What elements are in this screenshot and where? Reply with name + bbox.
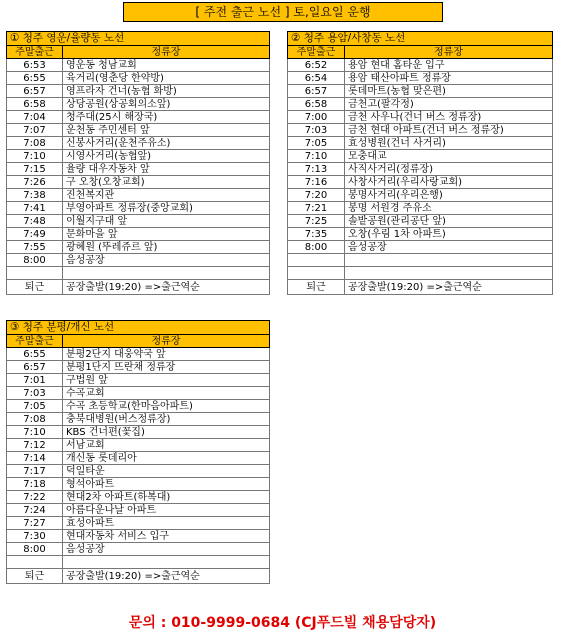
empty-cell — [345, 267, 553, 280]
departure-time: 6:55 — [7, 72, 63, 85]
departure-time: 7:10 — [7, 426, 63, 439]
contact-info: 문의 : 010-9999-0684 (CJ푸드빌 채용담당자) — [128, 615, 437, 631]
table-row — [7, 439, 270, 452]
stop-name: 봉명사거리(우리은행) — [345, 189, 553, 202]
stop-name: 금천 사우나(건너 버스 정류장) — [345, 111, 553, 124]
stop-name: 모충대교 — [345, 150, 553, 163]
table-row — [7, 111, 270, 124]
table-row — [7, 202, 270, 215]
table-row — [7, 254, 270, 267]
stop-name: 운천동 주민센터 앞 — [63, 124, 270, 137]
table-row — [7, 400, 270, 413]
departure-time: 6:58 — [7, 98, 63, 111]
empty-row — [288, 267, 553, 280]
stop-name: 구법원 앞 — [63, 374, 270, 387]
return-label: 퇴근 — [7, 280, 63, 295]
table-row — [7, 374, 270, 387]
departure-time: 7:08 — [7, 137, 63, 150]
departure-time: 7:41 — [7, 202, 63, 215]
table-row — [7, 72, 270, 85]
table-row — [7, 59, 270, 72]
departure-time: 7:00 — [288, 111, 345, 124]
route-name: ② 청주 용암/사창동 노선 — [288, 32, 553, 46]
stop-name: 음성공장 — [63, 543, 270, 556]
table-row — [288, 150, 553, 163]
table-row — [7, 228, 270, 241]
table-row — [7, 348, 270, 361]
table-row — [7, 426, 270, 439]
column-header-stop: 정류장 — [63, 335, 270, 348]
stop-name: 충북대병원(버스정류장) — [63, 413, 270, 426]
stop-name: 아름다운나날 아파트 — [63, 504, 270, 517]
stop-name: 롯데마트(농협 맞은편) — [345, 85, 553, 98]
departure-time: 7:03 — [288, 124, 345, 137]
stop-name: 솔밭공원(관리공단 앞) — [345, 215, 553, 228]
departure-time: 7:55 — [7, 241, 63, 254]
stop-name: 구 오창(오창교회) — [63, 176, 270, 189]
departure-time: 7:27 — [7, 517, 63, 530]
departure-time: 6:57 — [7, 85, 63, 98]
departure-time: 7:07 — [7, 124, 63, 137]
return-label: 퇴근 — [288, 280, 345, 295]
stop-name: 현대2차 아파트(하복대) — [63, 491, 270, 504]
table-row — [288, 124, 553, 137]
departure-time: 8:00 — [7, 543, 63, 556]
stop-name: 청주대(25시 해장국) — [63, 111, 270, 124]
stop-name: 오창(우림 1차 아파트) — [345, 228, 553, 241]
table-row — [7, 361, 270, 374]
departure-time: 7:20 — [288, 189, 345, 202]
stop-name: 육거리(영춘당 한약방) — [63, 72, 270, 85]
table-row — [7, 150, 270, 163]
table-row — [288, 98, 553, 111]
stop-name: 효성아파트 — [63, 517, 270, 530]
departure-time: 6:55 — [7, 348, 63, 361]
departure-time: 7:08 — [7, 413, 63, 426]
departure-time: 7:25 — [288, 215, 345, 228]
departure-time: 7:16 — [288, 176, 345, 189]
return-label: 퇴근 — [7, 569, 63, 584]
stop-name: 시영사거리(농협앞) — [63, 150, 270, 163]
table-row — [288, 202, 553, 215]
departure-time: 7:03 — [7, 387, 63, 400]
stop-name: 음성공장 — [345, 241, 553, 254]
departure-time: 7:21 — [288, 202, 345, 215]
stop-name: 금천 현대 아파트(건너 버스 정류장) — [345, 124, 553, 137]
stop-name: 덕일타운 — [63, 465, 270, 478]
stop-name: KBS 건너편(꽃집) — [63, 426, 270, 439]
column-header-stop: 정류장 — [63, 46, 270, 59]
table-row — [7, 452, 270, 465]
return-info: 공장출발(19:20) =>출근역순 — [63, 280, 270, 295]
empty-cell — [63, 267, 270, 280]
table-row — [7, 491, 270, 504]
stop-name: 분평1단지 뜨란채 정류장 — [63, 361, 270, 374]
departure-time: 7:14 — [7, 452, 63, 465]
table-row — [7, 543, 270, 556]
stop-name: 형석아파트 — [63, 478, 270, 491]
departure-time: 7:49 — [7, 228, 63, 241]
departure-time: 7:12 — [7, 439, 63, 452]
departure-time: 7:17 — [7, 465, 63, 478]
stop-name: 음성공장 — [63, 254, 270, 267]
stop-name: 율량 대우자동차 앞 — [63, 163, 270, 176]
departure-time: 7:15 — [7, 163, 63, 176]
table-row — [288, 215, 553, 228]
table-row — [7, 163, 270, 176]
stop-name: 분평2단지 대웅약국 앞 — [63, 348, 270, 361]
route-table-bunpyeong-gaesin — [6, 320, 270, 584]
table-row — [288, 137, 553, 150]
table-row — [7, 387, 270, 400]
stop-name: 현대자동차 서비스 입구 — [63, 530, 270, 543]
departure-time: 6:57 — [7, 361, 63, 374]
column-header-row — [7, 335, 270, 348]
table-row — [288, 228, 553, 241]
route-header-row — [7, 321, 270, 335]
departure-time: 7:13 — [288, 163, 345, 176]
stop-name: 신봉사거리(운천주유소) — [63, 137, 270, 150]
column-header-row — [7, 46, 270, 59]
departure-time: 7:05 — [288, 137, 345, 150]
table-row — [288, 241, 553, 254]
table-row — [288, 189, 553, 202]
departure-time: 6:54 — [288, 72, 345, 85]
table-row — [288, 72, 553, 85]
table-row — [7, 413, 270, 426]
table-row — [288, 163, 553, 176]
stop-name: 사창사거리(우리사랑교회) — [345, 176, 553, 189]
route-table-yeongun-yulryang — [6, 31, 270, 295]
table-row — [7, 241, 270, 254]
stop-name: 부영아파트 정류장(중앙교회) — [63, 202, 270, 215]
empty-row — [7, 267, 270, 280]
empty-row — [7, 556, 270, 569]
stop-name: 문화마을 앞 — [63, 228, 270, 241]
empty-cell — [288, 254, 345, 267]
departure-time: 8:00 — [288, 241, 345, 254]
empty-row — [288, 254, 553, 267]
return-row — [7, 569, 270, 584]
stop-name: 영운동 청남교회 — [63, 59, 270, 72]
route-name: ③ 청주 분평/개신 노선 — [7, 321, 270, 335]
stop-name: 용암 현대 홈타운 입구 — [345, 59, 553, 72]
departure-time: 7:18 — [7, 478, 63, 491]
departure-time: 7:22 — [7, 491, 63, 504]
table-row — [7, 189, 270, 202]
return-info: 공장출발(19:20) =>출근역순 — [345, 280, 553, 295]
stop-name: 개신동 롯데리아 — [63, 452, 270, 465]
table-row — [7, 176, 270, 189]
departure-time: 7:01 — [7, 374, 63, 387]
departure-time: 7:10 — [288, 150, 345, 163]
empty-cell — [7, 267, 63, 280]
stop-name: 서남교회 — [63, 439, 270, 452]
departure-time: 7:48 — [7, 215, 63, 228]
stop-name: 이월지구대 앞 — [63, 215, 270, 228]
departure-time: 8:00 — [7, 254, 63, 267]
route-header-row — [288, 32, 553, 46]
column-header-stop: 정류장 — [345, 46, 553, 59]
departure-time: 7:04 — [7, 111, 63, 124]
table-row — [7, 504, 270, 517]
stop-name: 금천고(팔각정) — [345, 98, 553, 111]
departure-time: 7:38 — [7, 189, 63, 202]
stop-name: 광혜원 (뚜레쥬르 앞) — [63, 241, 270, 254]
route-header-row — [7, 32, 270, 46]
departure-time: 6:52 — [288, 59, 345, 72]
table-row — [7, 517, 270, 530]
table-row — [7, 85, 270, 98]
departure-time: 7:24 — [7, 504, 63, 517]
stop-name: 사직사거리(정류장) — [345, 163, 553, 176]
stop-name: 진천복지관 — [63, 189, 270, 202]
table-row — [7, 530, 270, 543]
table-row — [288, 176, 553, 189]
stop-name: 수곡 초등학교(한마음아파트) — [63, 400, 270, 413]
empty-cell — [288, 267, 345, 280]
table-row — [7, 465, 270, 478]
table-row — [7, 98, 270, 111]
empty-cell — [63, 556, 270, 569]
empty-cell — [7, 556, 63, 569]
departure-time: 7:05 — [7, 400, 63, 413]
departure-time: 6:58 — [288, 98, 345, 111]
departure-time: 7:26 — [7, 176, 63, 189]
column-header-row — [288, 46, 553, 59]
column-header-time: 주말출근 — [288, 46, 345, 59]
departure-time: 6:57 — [288, 85, 345, 98]
route-table-yongam-sachang — [287, 31, 553, 295]
departure-time: 7:35 — [288, 228, 345, 241]
return-info: 공장출발(19:20) =>출근역순 — [63, 569, 270, 584]
table-row — [288, 59, 553, 72]
stop-name: 상당공원(상공회의소앞) — [63, 98, 270, 111]
page-title: [ 주전 출근 노선 ] 토,일요일 운행 — [123, 2, 443, 22]
table-row — [288, 85, 553, 98]
table-row — [7, 478, 270, 491]
empty-cell — [345, 254, 553, 267]
column-header-time: 주말출근 — [7, 46, 63, 59]
table-row — [7, 215, 270, 228]
table-row — [7, 124, 270, 137]
stop-name: 수곡교회 — [63, 387, 270, 400]
return-row — [288, 280, 553, 295]
departure-time: 6:53 — [7, 59, 63, 72]
table-row — [288, 111, 553, 124]
stop-name: 영프라자 건너(농협 화방) — [63, 85, 270, 98]
column-header-time: 주말출근 — [7, 335, 63, 348]
route-name: ① 청주 영운/율량동 노선 — [7, 32, 270, 46]
departure-time: 7:10 — [7, 150, 63, 163]
stop-name: 용암 태산아파트 정류장 — [345, 72, 553, 85]
table-row — [7, 137, 270, 150]
stop-name: 효성병원(건너 사거리) — [345, 137, 553, 150]
return-row — [7, 280, 270, 295]
departure-time: 7:30 — [7, 530, 63, 543]
stop-name: 봉명 서원경 주유소 — [345, 202, 553, 215]
